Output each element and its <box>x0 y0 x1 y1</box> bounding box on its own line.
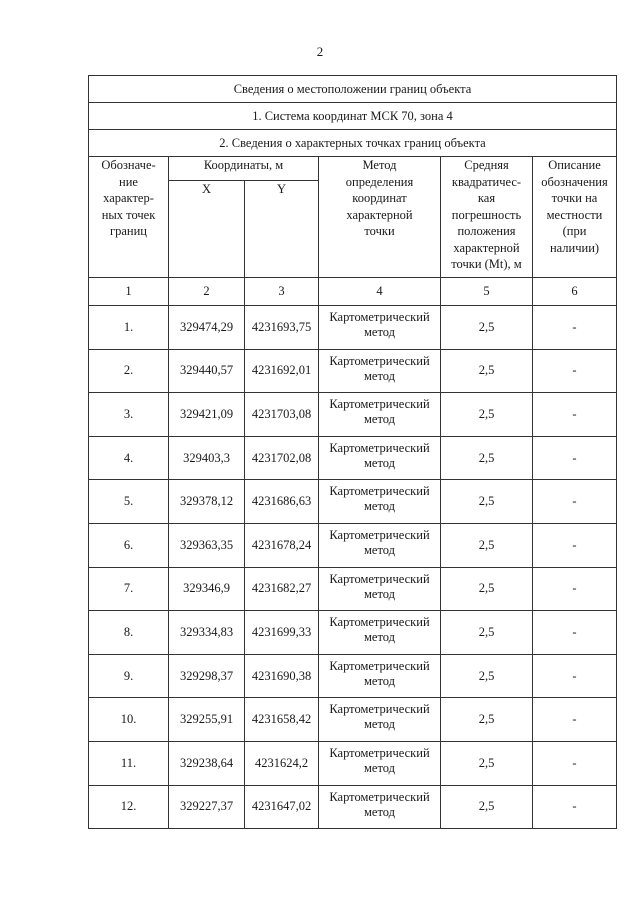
column-number: 2 <box>169 278 245 306</box>
mt-value: 2,5 <box>441 436 533 480</box>
y-coordinate: 4231690,38 <box>245 654 319 698</box>
point-label: 3. <box>89 393 169 437</box>
description-cell: - <box>533 523 617 567</box>
method-cell: Картометрический метод <box>319 654 441 698</box>
method-cell: Картометрический метод <box>319 698 441 742</box>
table-row <box>89 349 617 393</box>
method-cell: Картометрический метод <box>319 611 441 655</box>
mt-value: 2,5 <box>441 785 533 829</box>
mt-value: 2,5 <box>441 567 533 611</box>
column-number: 5 <box>441 278 533 306</box>
point-label: 5. <box>89 480 169 524</box>
boundary-points-table <box>88 75 617 829</box>
header-method: Метод определения координат характерной точки <box>319 157 441 278</box>
table-row <box>89 306 617 350</box>
x-coordinate: 329227,37 <box>169 785 245 829</box>
method-cell: Картометрический метод <box>319 785 441 829</box>
point-label: 4. <box>89 436 169 480</box>
page-number: 2 <box>316 44 324 59</box>
point-label: 12. <box>89 785 169 829</box>
column-number: 6 <box>533 278 617 306</box>
header-description: Описание обозначения точки на местности (при наличии) <box>533 157 617 278</box>
points-section-heading: 2. Сведения о характерных точках границ объекта <box>89 130 617 157</box>
y-coordinate: 4231686,63 <box>245 480 319 524</box>
y-coordinate: 4231658,42 <box>245 698 319 742</box>
x-coordinate: 329334,83 <box>169 611 245 655</box>
method-cell: Картометрический метод <box>319 306 441 350</box>
x-coordinate: 329378,12 <box>169 480 245 524</box>
coordinate-system-heading: 1. Система координат МСК 70, зона 4 <box>89 103 617 130</box>
y-coordinate: 4231647,02 <box>245 785 319 829</box>
point-label: 7. <box>89 567 169 611</box>
table-row <box>89 393 617 437</box>
method-cell: Картометрический метод <box>319 393 441 437</box>
method-cell: Картометрический метод <box>319 349 441 393</box>
x-coordinate: 329346,9 <box>169 567 245 611</box>
header-coordinates: Координаты, м <box>169 157 319 181</box>
mt-value: 2,5 <box>441 393 533 437</box>
point-label: 2. <box>89 349 169 393</box>
mt-value: 2,5 <box>441 611 533 655</box>
description-cell: - <box>533 480 617 524</box>
table-row <box>89 785 617 829</box>
point-label: 6. <box>89 523 169 567</box>
header-y: Y <box>245 181 319 278</box>
table-row <box>89 654 617 698</box>
x-coordinate: 329255,91 <box>169 698 245 742</box>
column-number: 3 <box>245 278 319 306</box>
y-coordinate: 4231703,08 <box>245 393 319 437</box>
header-error: Средняя квадратичес- кая погрешность положения характерной точки (Mt), м <box>441 157 533 278</box>
table-row <box>89 611 617 655</box>
description-cell: - <box>533 349 617 393</box>
y-coordinate: 4231702,08 <box>245 436 319 480</box>
mt-value: 2,5 <box>441 349 533 393</box>
method-cell: Картометрический метод <box>319 567 441 611</box>
point-label: 8. <box>89 611 169 655</box>
table-row <box>89 436 617 480</box>
description-cell: - <box>533 654 617 698</box>
mt-value: 2,5 <box>441 741 533 785</box>
mt-value: 2,5 <box>441 698 533 742</box>
description-cell: - <box>533 698 617 742</box>
mt-value: 2,5 <box>441 654 533 698</box>
header-point: Обозначе- ние характер- ных точек границ <box>89 157 169 278</box>
table-row <box>89 698 617 742</box>
description-cell: - <box>533 393 617 437</box>
y-coordinate: 4231678,24 <box>245 523 319 567</box>
x-coordinate: 329298,37 <box>169 654 245 698</box>
description-cell: - <box>533 611 617 655</box>
x-coordinate: 329238,64 <box>169 741 245 785</box>
description-cell: - <box>533 741 617 785</box>
x-coordinate: 329440,57 <box>169 349 245 393</box>
description-cell: - <box>533 785 617 829</box>
y-coordinate: 4231682,27 <box>245 567 319 611</box>
mt-value: 2,5 <box>441 480 533 524</box>
description-cell: - <box>533 436 617 480</box>
method-cell: Картометрический метод <box>319 741 441 785</box>
x-coordinate: 329474,29 <box>169 306 245 350</box>
mt-value: 2,5 <box>441 523 533 567</box>
column-number: 1 <box>89 278 169 306</box>
y-coordinate: 4231692,01 <box>245 349 319 393</box>
method-cell: Картометрический метод <box>319 523 441 567</box>
point-label: 1. <box>89 306 169 350</box>
table-row <box>89 480 617 524</box>
description-cell: - <box>533 567 617 611</box>
point-label: 9. <box>89 654 169 698</box>
x-coordinate: 329363,35 <box>169 523 245 567</box>
description-cell: - <box>533 306 617 350</box>
table-row <box>89 741 617 785</box>
point-label: 10. <box>89 698 169 742</box>
point-label: 11. <box>89 741 169 785</box>
mt-value: 2,5 <box>441 306 533 350</box>
y-coordinate: 4231624,2 <box>245 741 319 785</box>
x-coordinate: 329421,09 <box>169 393 245 437</box>
y-coordinate: 4231693,75 <box>245 306 319 350</box>
table-title: Сведения о местоположении границ объекта <box>89 76 617 103</box>
header-x: X <box>169 181 245 278</box>
y-coordinate: 4231699,33 <box>245 611 319 655</box>
table-row <box>89 567 617 611</box>
method-cell: Картометрический метод <box>319 436 441 480</box>
column-number: 4 <box>319 278 441 306</box>
column-numbers-row <box>89 278 617 306</box>
table-row <box>89 523 617 567</box>
x-coordinate: 329403,3 <box>169 436 245 480</box>
method-cell: Картометрический метод <box>319 480 441 524</box>
